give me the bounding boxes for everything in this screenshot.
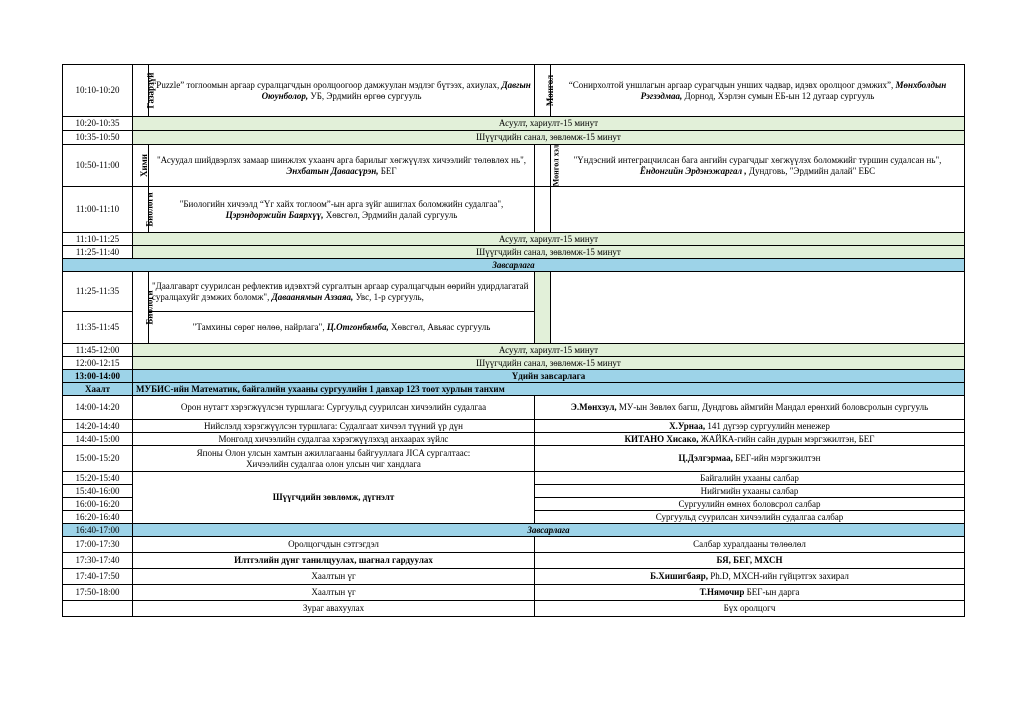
subject-cell: Биологи [133,187,149,233]
time-cell: 14:40-15:00 [63,433,133,446]
topic-cell: Илтгэлийн дүнг танилцуулах, шагнал гардуулах [133,553,535,569]
speaker-cell: КИТАНО Хисако, ЖАЙКА-гийн сайн дурын мэргэжилтэн, БЕГ [535,433,965,446]
table-row [63,131,965,145]
table-row [63,537,965,553]
section-cell: Нийгмийн ухааны салбар [535,485,965,498]
speaker-cell: Ц.Дэлгэрмаа, БЕГ-ийн мэргэжилтэн [535,446,965,472]
speaker-cell: БЯ, БЕГ, МХСН [535,553,965,569]
presentation-cell: "Биологийн хичээлд “Үг хайх тоглоом”-ын арга зүйг ашиглах боломжийн судалгаа", Цэрэндоржийн Баярхүү, Хөвсгөл, Эрдмийн далай сургууль [149,187,535,233]
venue-cell: МУБИС-ийн Математик, байгалийн ухааны сургуулийн 1 давхар 123 тоот хурлын танхим [133,383,965,396]
table-row [63,272,965,312]
subject-cell: Монгол [535,65,551,117]
speaker-cell: Б.Хишигбаяр, Ph.D, МХСН-ийн гүйцэтгэх захирал [535,569,965,585]
time-cell: 15:20-15:40 [63,472,133,485]
speaker-cell: Салбар хуралдааны төлөөлөл [535,537,965,553]
table-row [63,357,965,370]
time-cell: 17:40-17:50 [63,569,133,585]
subject-cell: Монгол хэл [535,145,551,187]
subject-cell: Газарзүй [133,65,149,117]
empty-cell [535,187,551,233]
time-cell: 17:50-18:00 [63,585,133,601]
topic-cell: Хаалтын үг [133,585,535,601]
closing-label-cell: Хаалт [63,383,133,396]
subject-cell: Хими [133,145,149,187]
topic-cell: Нийслэлд хэрэгжүүлсэн туршлага: Судалгаат хичээл түүний үр дүн [133,420,535,433]
table-row [63,524,965,537]
break-cell: Завсарлага [133,524,965,537]
table-row [63,420,965,433]
time-cell: 11:35-11:45 [63,312,133,344]
topic-cell: Монголд хичээлийн судалгаа хэрэгжүүлэхэд анхаарах зүйлс [133,433,535,446]
table-row [63,65,965,117]
table-row [63,233,965,246]
feedback-cell: Шүүгчдийн санал, зөвлөмж-15 минут [133,357,965,370]
time-cell: 10:35-10:50 [63,131,133,145]
presentation-cell: "Тамхины сөрөг нөлөө, найрлага", Ц.Отгонбямба, Хөвсгөл, Авьяас сургууль [149,312,535,344]
time-cell: 12:00-12:15 [63,357,133,370]
table-row [63,601,965,617]
topic-cell: Хаалтын үг [133,569,535,585]
presentation-cell: "Даалгаварт суурилсан рефлектив идэвхтэй сургалтын аргаар суралцагчдын өөрийн удирдлагатай суралцахуйг дэмжих боломж", Даваанямын Аззаяа, Увс, 1-р сургууль, [149,272,535,312]
topic-cell: Орон нутагт хэрэгжүүлсэн туршлага: Сургуульд суурилсан хичээлийн судалгаа [133,396,535,420]
time-cell: 17:00-17:30 [63,537,133,553]
qa-cell: Асуулт, хариулт-15 минут [133,344,965,357]
table-row [63,246,965,259]
presentation-cell: "Асуудал шийдвэрлэх замаар шинжлэх ухаанч арга барилыг хөгжүүлэх хичээлийг төлөвлөх нь", Энхбатын Даваасүрэн, БЕГ [149,145,535,187]
empty-cell [551,187,965,233]
table-row [63,344,965,357]
time-cell: 16:20-16:40 [63,511,133,524]
topic-cell: Зураг авахуулах [133,601,535,617]
time-cell: 13:00-14:00 [63,370,133,383]
presentation-cell: “Сонирхолтой уншлагын аргаар сурагчдын унших чадвар, идэвх оролцоог дэмжих”, Мөнхболдын Рэгзэдмаа, Дорнод, Хэрлэн сумын ЕБ-ын 12 дугаар сургууль [551,65,965,117]
feedback-cell: Шүүгчдийн санал, зөвлөмж-15 минут [133,131,965,145]
table-row [63,187,965,233]
table-row [63,569,965,585]
table-row [63,396,965,420]
empty-cell [551,272,965,344]
presentation-cell: “Puzzle” тоглоомын аргаар суралцагчдын оролцоогоор дамжуулан мэдлэг бүтээх, ахиулах, Давгын Оюунболор, УБ, Эрдмийн өргөө сургууль [149,65,535,117]
time-cell: 10:20-10:35 [63,117,133,131]
time-cell: 10:50-11:00 [63,145,133,187]
time-cell: 11:45-12:00 [63,344,133,357]
speaker-cell: Бүх оролцогч [535,601,965,617]
lunch-cell: Үдийн завсарлага [133,370,965,383]
table-row [63,383,965,396]
time-cell: 15:40-16:00 [63,485,133,498]
topic-cell: Японы Олон улсын хамтын ажиллагааны байгууллага JICA сургалтаас: Хичээлийн судалгаа олон улсын чиг хандлага [133,446,535,472]
table-row [63,370,965,383]
empty-green-cell [535,272,551,344]
time-cell [63,601,133,617]
topic-cell: Оролцогчдын сэтгэгдэл [133,537,535,553]
speaker-cell: Т.Нямочир БЕГ-ын дарга [535,585,965,601]
table-row [63,433,965,446]
section-cell: Сургуульд суурилсан хичээлийн судалгаа салбар [535,511,965,524]
section-cell: Байгалийн ухааны салбар [535,472,965,485]
time-cell: 10:10-10:20 [63,65,133,117]
time-cell: 17:30-17:40 [63,553,133,569]
table-row [63,553,965,569]
qa-cell: Асуулт, хариулт-15 минут [133,117,965,131]
table-row [63,472,965,485]
time-cell: 11:25-11:40 [63,246,133,259]
time-cell: 11:10-11:25 [63,233,133,246]
time-cell: 16:00-16:20 [63,498,133,511]
table-row [63,145,965,187]
presentation-cell: "Үндэсний интеграцчилсан бага ангийн сурагчдыг хөгжүүлэх боломжийг туршин судалсан нь", Ёндонгийн Эрдэнэжаргал , Дундговь, "Эрдмийн далай" ЕБС [551,145,965,187]
schedule-table [62,64,965,617]
table-row [63,117,965,131]
time-cell: 14:00-14:20 [63,396,133,420]
feedback-cell: Шүүгчдийн санал, зөвлөмж-15 минут [133,246,965,259]
time-cell: 15:00-15:20 [63,446,133,472]
qa-cell: Асуулт, хариулт-15 минут [133,233,965,246]
time-cell: 16:40-17:00 [63,524,133,537]
table-row [63,259,965,272]
break-cell: Завсарлага [63,259,965,272]
section-cell: Сургуулийн өмнөх боловсрол салбар [535,498,965,511]
time-cell: 11:00-11:10 [63,187,133,233]
table-row [63,585,965,601]
jury-feedback-cell: Шүүгчдийн зөвлөмж, дүгнэлт [133,472,535,524]
time-cell: 11:25-11:35 [63,272,133,312]
table-row [63,446,965,472]
speaker-cell: Э.Мөнхзул, МУ-ын Зөвлөх багш, Дундговь аймгийн Мандал ерөнхий боловсролын сургууль [535,396,965,420]
speaker-cell: Х.Урнаа, 141 дүгээр сургуулийн менежер [535,420,965,433]
time-cell: 14:20-14:40 [63,420,133,433]
subject-cell: Биологи [133,272,149,344]
